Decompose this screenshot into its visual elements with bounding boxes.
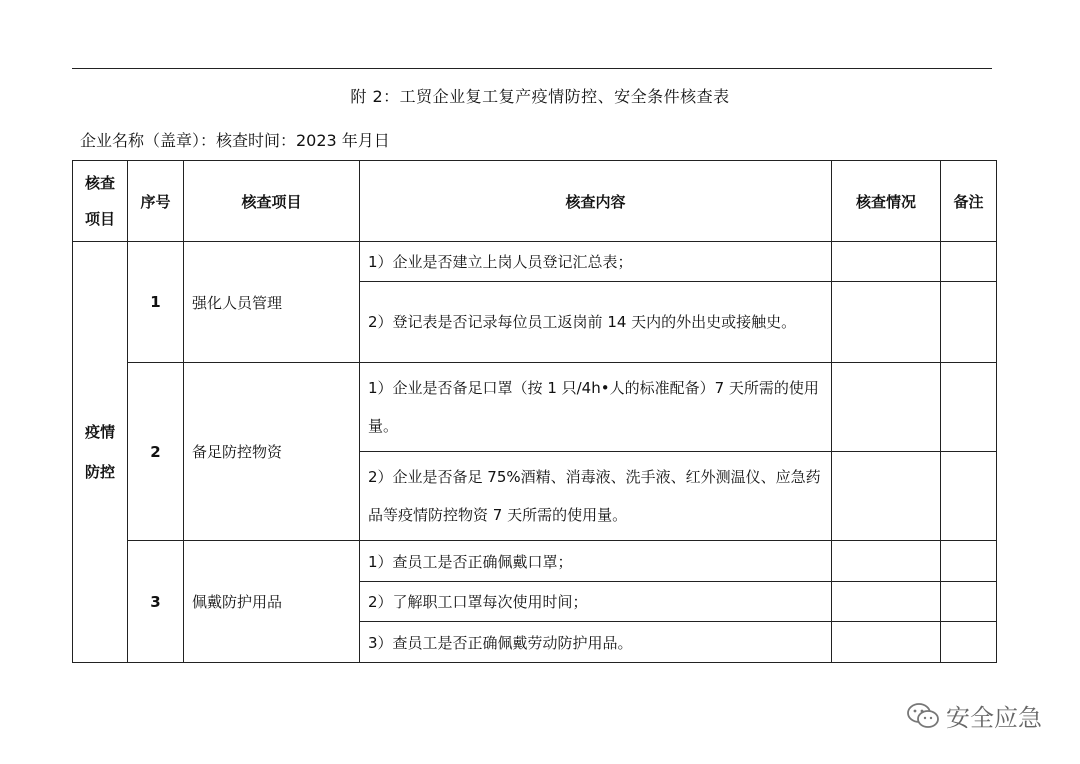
top-rule [72, 68, 992, 69]
table-row [73, 363, 997, 452]
remark-cell[interactable] [941, 242, 997, 282]
remark-cell[interactable] [941, 282, 997, 363]
remark-cell[interactable] [941, 622, 997, 663]
row-content: 2）登记表是否记录每位员工返岗前 14 天内的外出史或接触史。 [360, 282, 832, 363]
document-title: 附 2：工贸企业复工复产疫情防控、安全条件核查表 [350, 87, 730, 106]
status-cell[interactable] [832, 282, 941, 363]
table-header-row [73, 161, 997, 242]
row-content: 2）企业是否备足 75%酒精、消毒液、洗手液、红外测温仪、应急药品等疫情防控物资 7 天所需的使用量。 [360, 452, 832, 541]
table-row [73, 541, 997, 582]
row-number: 1 [128, 242, 184, 363]
row-content: 3）查员工是否正确佩戴劳动防护用品。 [360, 622, 832, 663]
header-content: 核查内容 [360, 161, 832, 242]
table-row [73, 242, 997, 282]
header-status: 核查情况 [832, 161, 941, 242]
remark-cell[interactable] [941, 452, 997, 541]
row-content: 2）了解职工口罩每次使用时间； [360, 582, 832, 622]
status-cell[interactable] [832, 242, 941, 282]
watermark [906, 698, 1042, 733]
remark-cell[interactable] [941, 363, 997, 452]
header-number: 序号 [128, 161, 184, 242]
status-cell[interactable] [832, 452, 941, 541]
status-cell[interactable] [832, 363, 941, 452]
status-cell[interactable] [832, 582, 941, 622]
category-cell: 疫情 防控 [73, 242, 128, 663]
row-content: 1）企业是否建立上岗人员登记汇总表； [360, 242, 832, 282]
remark-cell[interactable] [941, 541, 997, 582]
watermark-text: 安全应急 [946, 704, 1042, 732]
row-number: 2 [128, 363, 184, 541]
row-item: 强化人员管理 [184, 242, 360, 363]
status-cell[interactable] [832, 622, 941, 663]
header-item: 核查项目 [184, 161, 360, 242]
row-item: 佩戴防护用品 [184, 541, 360, 663]
wechat-icon [906, 702, 940, 730]
row-number: 3 [128, 541, 184, 663]
status-cell[interactable] [832, 541, 941, 582]
row-item: 备足防控物资 [184, 363, 360, 541]
row-content: 1）查员工是否正确佩戴口罩； [360, 541, 832, 582]
header-remark: 备注 [941, 161, 997, 242]
check-table [72, 160, 997, 663]
company-meta-line: 企业名称（盖章）：核查时间：2023 年月日 [80, 131, 390, 150]
header-category: 核查 项目 [73, 161, 128, 242]
remark-cell[interactable] [941, 582, 997, 622]
row-content: 1）企业是否备足口罩（按 1 只/4h•人的标准配备）7 天所需的使用量。 [360, 363, 832, 452]
